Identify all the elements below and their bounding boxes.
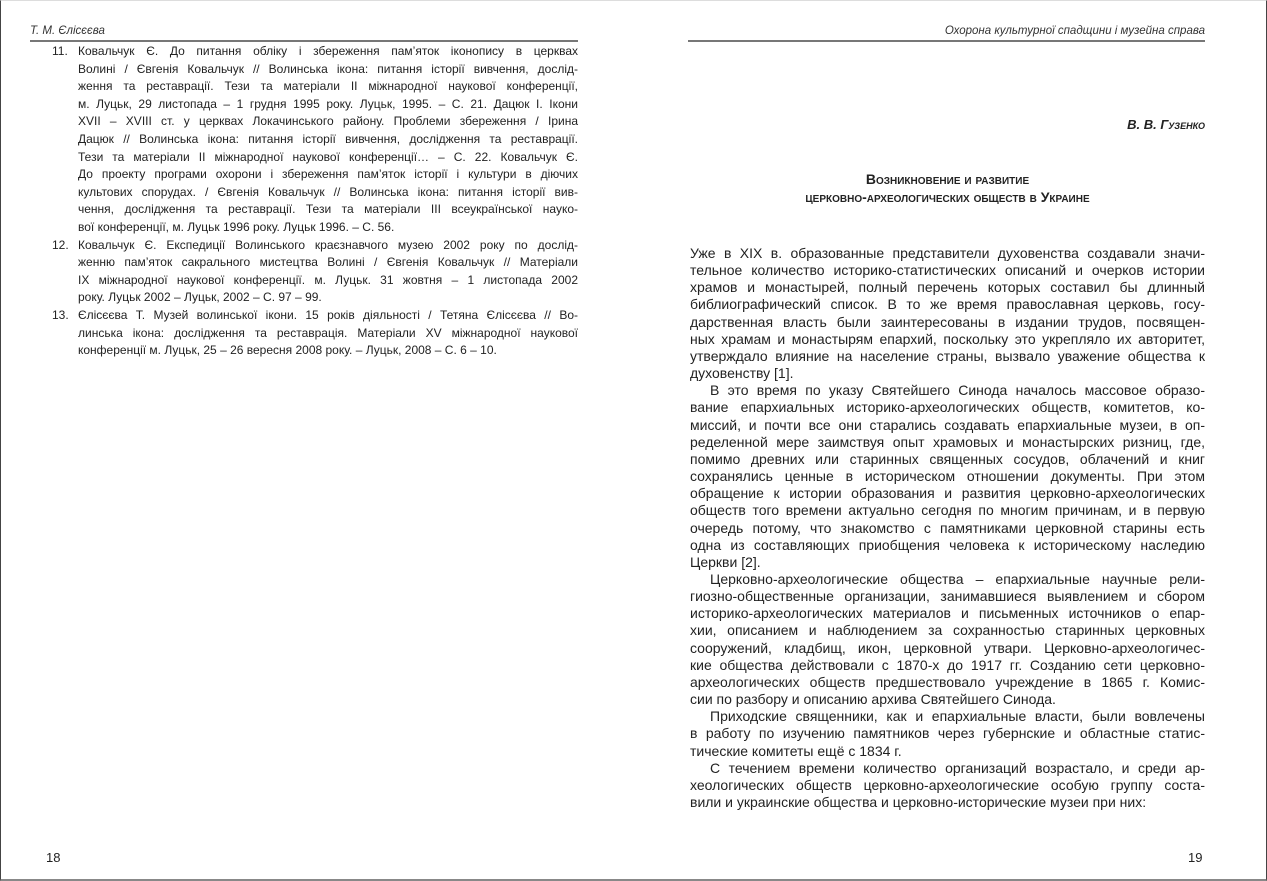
- paragraph-line: помимо древних или старинных священных сосудов, облачений и книг: [690, 450, 1205, 467]
- paragraph-line: тельное количество историко-статистических описаний и очерков истории: [690, 262, 1205, 279]
- paragraph-line: вили и украинские общества и церковно-исторические музеи при них:: [690, 794, 1147, 810]
- reference-line: конференції м. Луцьк, 25 – 26 вересня 2008 року. – Луцьк, 2008 – С. 6 – 10.: [78, 343, 497, 358]
- right-running-header: Охорона культурної спадщини і музейна справа: [944, 25, 1205, 37]
- article-body: [690, 245, 1205, 811]
- paragraph-line: духовенству [1].: [690, 365, 794, 382]
- reference-line: До проекту програми охорони і збереження пам’яток історії і культури в діючих: [78, 167, 578, 182]
- paragraph-line: хии, описанием и наблюдением за сохранностью старинных церковных: [690, 622, 1205, 639]
- paragraph-line: Церкви [2].: [690, 553, 761, 570]
- paragraph-line: миссий, и почти все они старались создавать епархиальные музеи, в оп-: [690, 416, 1205, 433]
- reference-number: 11.: [52, 44, 68, 58]
- paragraph-line: в работу по изучению памятников через губернские и областные статис-: [690, 725, 1205, 742]
- paragraph-line: историко-археологических материалов и письменных источников о епар-: [690, 605, 1205, 622]
- paragraph-line: ределенной мере заимствуя опыт храмовых и монастырских ризниц, где,: [690, 433, 1205, 450]
- reference-line: культових спорудах. / Євгенія Ковальчук // Волинська ікона: питання історії вив-: [78, 184, 578, 199]
- paragraph-line: утверждало влияние на население страны, вызвало уважение общества к: [690, 347, 1205, 364]
- reference-list: [30, 43, 578, 360]
- paragraph-line: Уже в XIX в. образованные представители духовенства создавали значи-: [690, 245, 1205, 261]
- reference-line: XVII – XVIII ст. у церквах Локачинського району. Проблеми збереження / Ірина: [78, 114, 578, 129]
- paragraph-line: С течением времени количество организаций возрастало, и среди ар-: [710, 759, 1205, 776]
- reference-line: чення, дослідження та реставрації. Тези та матеріали III всеукраїнської науко-: [78, 202, 578, 217]
- paragraph-line: хеологических обществ церковно-археологические особую группу соста-: [690, 776, 1205, 793]
- left-header-rule: [30, 40, 578, 42]
- article-paragraph: [690, 760, 1205, 811]
- reference-number: 13.: [52, 307, 69, 322]
- paragraph-line: ных храмам и монастырям епархий, поскольку это укрепляло их авторитет,: [690, 330, 1205, 347]
- reference-line: линська ікона: дослідження та реставрація. Матеріали XV міжнародної наукової: [78, 325, 578, 340]
- article-title-line: Возникновение и развитие: [865, 171, 1030, 187]
- paragraph-line: библиографический список. В то же время православная церковь, госу-: [690, 296, 1205, 313]
- reference-line: Ковальчук Є. До питання обліку і збереження пам’яток іконопису в церквах: [78, 44, 578, 58]
- article-paragraph: [690, 245, 1205, 382]
- article-paragraph: [690, 382, 1205, 571]
- paragraph-line: вание епархиальных историко-археологических обществ, комитетов, ко-: [690, 399, 1205, 416]
- article-paragraph: [690, 571, 1205, 708]
- reference-item: [30, 237, 578, 307]
- reference-line: року. Луцьк 2002 – Луцьк, 2002 – С. 97 – 99.: [78, 290, 322, 305]
- paragraph-line: сооружений, кладбищ, икон, церковной утвари. Церковно-археологичес-: [690, 639, 1205, 656]
- reference-line: Волині / Євгенія Ковальчук // Волинська ікона: питання історії вивчення, дослід-: [78, 61, 578, 76]
- reference-number: 12.: [52, 237, 69, 252]
- left-running-header: Т. М. Єлісєєва: [30, 25, 105, 37]
- paragraph-line: одна из составляющих приобщения человека к историческому наследию: [690, 536, 1205, 553]
- article-paragraph: [690, 708, 1205, 759]
- reference-item: [30, 307, 578, 360]
- paragraph-line: дарственная власть были заинтересованы в издании трудов, посвящен-: [690, 313, 1205, 330]
- paragraph-line: сии по разбору и описанию архива Святейшего Синода.: [690, 691, 1056, 708]
- reference-line: вої конференції, м. Луцьк 1996 року. Луцьк 1996. – С. 56.: [78, 219, 395, 234]
- reference-item: [30, 43, 578, 237]
- paragraph-line: гиозно-общественные организации, занимавшиеся выявлением и сбором: [690, 588, 1205, 605]
- paragraph-line: очередь потому, что знакомство с памятниками церковной старины есть: [690, 519, 1205, 536]
- reference-line: IX міжнародної наукової конференції. м. Луцьк. 31 жовтня – 1 листопада 2002: [78, 272, 578, 287]
- reference-line: Ковальчук Є. Експедиції Волинського краєзнавчого музею 2002 року по дослід-: [78, 237, 578, 252]
- paragraph-line: обращение к истории образования и развития церковно-археологических: [690, 485, 1205, 502]
- reference-line: женню пам’яток сакрального мистецтва Волині / Євгенія Ковальчук // Матеріали: [78, 255, 578, 270]
- article-title: [690, 170, 1205, 206]
- paragraph-line: храмов и монастырей, полный перечень которых составил бы длинный: [690, 279, 1205, 296]
- reference-line: м. Луцьк, 29 листопада – 1 грудня 1995 року. Луцьк, 1995. – С. 21. Дацюк І. Ікони: [78, 96, 578, 111]
- paragraph-line: кие общества действовали с 1870-х до 1917 гг. Созданию сети церковно-: [690, 656, 1205, 673]
- right-page-number: 19: [1188, 850, 1203, 865]
- paragraph-line: археологических обществ предшествовало учреждение в 1865 г. Комис-: [690, 673, 1205, 690]
- paragraph-line: сохранялись ценные в историческом отношении документы. При этом: [690, 468, 1205, 485]
- article-author: В. В. Гузенко: [1127, 117, 1205, 132]
- reference-line: Дацюк // Волинська ікона: питання історії вивчення, дослідження та реставрації.: [78, 131, 578, 146]
- left-page-number: 18: [46, 850, 61, 865]
- paragraph-line: В это время по указу Святейшего Синода началось массовое образо-: [710, 382, 1205, 399]
- right-header-rule: [688, 40, 1205, 42]
- paragraph-line: тические комитеты ещё с 1834 г.: [690, 742, 902, 759]
- reference-line: Єлісєєва Т. Музей волинської ікони. 15 років діяльності / Тетяна Єлісєєва // Во-: [78, 307, 578, 322]
- paragraph-line: Приходские священники, как и епархиальные власти, были вовлечены: [710, 708, 1205, 725]
- reference-line: Тези та матеріали II міжнародної наукової конференції… – С. 22. Ковальчук Є.: [78, 149, 578, 164]
- paragraph-line: обществ того времени актуально сегодня по многим причинам, и в первую: [690, 502, 1205, 519]
- reference-line: ження та реставрації. Тези та матеріали II міжнародної наукової конференції,: [78, 79, 578, 94]
- article-title-line: церковно-археологических обществ в Украине: [805, 189, 1090, 205]
- paragraph-line: Церковно-археологические общества – епархиальные научные рели-: [710, 570, 1205, 587]
